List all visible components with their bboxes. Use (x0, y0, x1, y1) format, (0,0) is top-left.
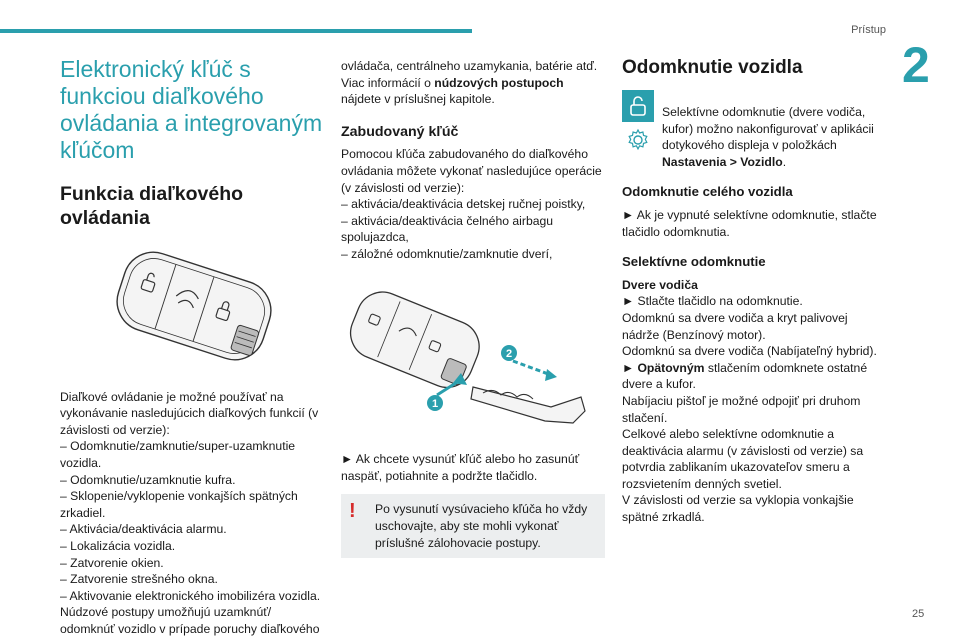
list-item: – Odomknutie/uzamknutie kufra. (60, 472, 236, 487)
settings-path: Nastavenia > Vozidlo (662, 154, 783, 169)
integrated-key-intro: Pomocou kľúča zabudovaného do diaľkového ovládania môžete vykonať nasledujúce operácie (v závislosti od verzie): (341, 147, 602, 195)
page-number: 25 (912, 608, 925, 620)
callout-1: 1 (431, 397, 439, 410)
integrated-key-list (341, 196, 605, 262)
chapter-number: 2 (902, 37, 930, 93)
key-extraction-illustration (341, 277, 605, 437)
unlock-icon (622, 90, 654, 122)
emergency-link-text: núdzových postupoch (434, 75, 564, 90)
list-item: – záložné odomknutie/zamknutie dverí, (341, 246, 553, 261)
remote-function-list (60, 438, 328, 604)
section-title: Elektronický kľúč s funkciou diaľkového ovládania a integrovaným kľúčom (60, 56, 323, 163)
list-item: – Aktivovanie elektronického imobilizéra vozidla. (60, 588, 321, 603)
heading-selective-unlock: Selektívne odomknutie (622, 254, 766, 270)
remote-intro: Diaľkové ovládanie je možné používať na vykonávanie nasledujúcich diaľkových funkcií (v závislosti od verzie): (60, 389, 319, 437)
list-item: – aktivácia/deaktivácia detskej ručnej poistky, (341, 197, 586, 212)
key-fob-illustration (60, 248, 328, 366)
list-item: – Sklopenie/vyklopenie vonkajších spätných zrkadiel. (60, 489, 298, 520)
header-accent-bar (0, 29, 472, 33)
settings-icons (622, 90, 654, 156)
warning-icon: ! (349, 500, 356, 523)
list-item: – Lokalizácia vozidla. (60, 538, 176, 553)
gear-icon (622, 124, 654, 156)
list-item: – Aktivácia/deaktivácia alarmu. (60, 522, 227, 537)
header-section: Prístup (851, 24, 886, 36)
heading-full-unlock: Odomknutie celého vozidla (622, 184, 793, 200)
second-press-text: ► Opätovným stlačením odomknete ostatné dvere a kufor. (622, 360, 868, 392)
warning-text: Po vysunutí vysúvacieho kľúča ho vždy uschovajte, aby ste mohli vykonať príslušné zálohovacie postupy. (375, 502, 588, 550)
full-unlock-text: ► Ak je vypnuté selektívne odomknutie, stlačte tlačidlo odomknutia. (622, 207, 877, 239)
selective-line: Odomknú sa dvere vodiča (Nabíjateľný hybrid). (622, 344, 877, 359)
list-item: – Zatvorenie okien. (60, 555, 164, 570)
driver-door-label: Dvere vodiča (622, 277, 698, 292)
column-3 (622, 56, 884, 526)
emergency-text: Núdzové postupy umožňujú uzamknúť/ odomknúť vozidlo v prípade poruchy diaľkového (60, 605, 320, 636)
selective-line: Odomknú sa dvere vodiča a kryt palivovej nádrže (Benzínový motor). (622, 310, 848, 342)
list-item: – aktivácia/deaktivácia čelného airbagu spolujazdca, (341, 213, 554, 245)
heading-remote: Funkcia diaľkového ovládania (60, 183, 244, 229)
list-item: – Zatvorenie strešného okna. (60, 572, 218, 587)
tail-line: V závislosti od verzie sa vyklopia vonkajšie spätné zrkadlá. (622, 493, 854, 525)
column-2 (341, 58, 605, 558)
column-1 (60, 56, 328, 638)
list-item: – Odomknutie/zamknutie/super-uzamknutie vozidla. (60, 439, 296, 470)
tail-line: Nabíjaciu pištoľ je možné odpojiť pri druhom stlačení. (622, 393, 861, 425)
callout-2: 2 (505, 347, 513, 360)
warning-box (341, 494, 605, 558)
settings-text: Selektívne odomknutie (dvere vodiča, kufor) možno nakonfigurovať v aplikácii dotykového displeja v položkách Nastavenia > Vozidlo. (662, 105, 874, 169)
selective-line: ► Stlačte tlačidlo na odomknutie. (622, 294, 803, 309)
tail-line: Celkové alebo selektívne odomknutie a deaktivácia alarmu (v závislosti od verzie) sa potvrdia zablikaním ukazovateľov smeru a rozsvietením denných svetiel. (622, 427, 864, 491)
continued-text: ovládača, centrálneho uzamykania, batérie atď. Viac informácií o núdzových postupoch nájdete v príslušnej kapitole. (341, 59, 598, 107)
instruction-text: ► Ak chcete vysunúť kľúč alebo ho zasunúť naspäť, potiahnite a podržte tlačidlo. (341, 452, 580, 483)
heading-unlocking: Odomknutie vozidla (622, 57, 803, 78)
heading-integrated-key: Zabudovaný kľúč (341, 123, 459, 140)
